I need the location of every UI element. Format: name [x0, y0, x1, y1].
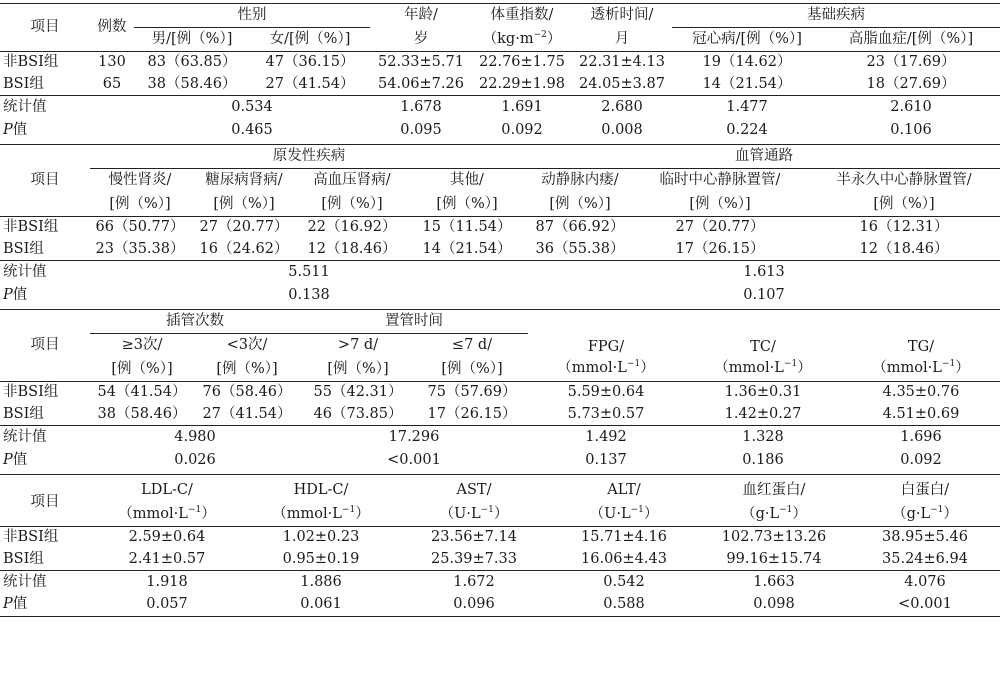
cell: 102.73±13.26: [721, 529, 827, 546]
cell: 15.71±4.16: [581, 529, 667, 546]
cell: 1.678: [400, 98, 442, 115]
cell: 25.39±7.33: [431, 550, 517, 567]
chronic-nephritis-header: 慢性肾炎/: [108, 172, 172, 189]
cell: 22（16.92）: [307, 219, 397, 236]
cell: 99.16±15.74: [726, 550, 822, 567]
p-label: P值: [3, 121, 28, 138]
cell: 27（20.77）: [675, 219, 765, 236]
cell: 22.29±1.98: [479, 75, 565, 92]
fpg-unit: $(mmol\cdot L^{-1})$: [557, 358, 655, 376]
cell: 38.95±5.46: [882, 529, 968, 546]
cell: 38（58.46）: [97, 405, 187, 422]
stat-row: [0, 96, 1000, 119]
alt-header: ALT/: [607, 482, 641, 498]
cell: 35.24±6.94: [882, 550, 968, 567]
diabetic-nephropathy-header: 糖尿病肾病/: [205, 172, 283, 189]
temp-cvc-header: 临时中心静脉置管/: [659, 172, 781, 189]
table-row: [0, 217, 1000, 239]
cell: 0.057: [146, 596, 188, 613]
vascular-access-header: 血管通路: [528, 145, 1000, 169]
cell: 4.51±0.69: [882, 405, 960, 422]
cell: 5.73±0.57: [567, 405, 645, 422]
cell: 23（17.69）: [866, 54, 956, 71]
dialysis-header: 透析时间/: [590, 7, 654, 24]
cell: 23（35.38）: [95, 240, 185, 257]
unit-label: [例（%）]: [321, 195, 383, 212]
cell: 0.092: [501, 121, 543, 138]
cell: 27（41.54）: [202, 405, 292, 422]
basic-disease-header: 基础疾病: [672, 4, 1000, 28]
item-header: 项目: [0, 479, 90, 527]
primary-disease-header: 原发性疾病: [90, 145, 528, 169]
group-label: BSI组: [3, 240, 44, 257]
cell: 18（27.69）: [866, 75, 956, 92]
cell: 54.06±7.26: [378, 75, 464, 92]
cell: 0.107: [743, 286, 785, 303]
stat-label: 统计值: [3, 573, 47, 590]
cell: 1.42±0.27: [724, 405, 802, 422]
group-label: BSI组: [3, 405, 44, 422]
cell: 52.33±5.71: [378, 54, 464, 71]
baseline-comparison-table: [0, 3, 1000, 617]
cell: 4.35±0.76: [882, 384, 960, 401]
p-label: P值: [3, 596, 28, 613]
cell: 2.41±0.57: [128, 550, 206, 567]
cell: 17（26.15）: [675, 240, 765, 257]
cell: 4.980: [174, 428, 216, 445]
cell: 23.56±7.14: [431, 529, 517, 546]
cell: 1.663: [753, 573, 795, 590]
unit-label: [例（%）]: [216, 360, 278, 377]
bmi-header: 体重指数/: [490, 7, 554, 24]
stat-row: [0, 571, 1000, 594]
cell: 38（58.46）: [147, 75, 237, 92]
female-header: 女/[例（%）]: [269, 31, 351, 47]
cell: 1.886: [300, 573, 342, 590]
cell: 2.59±0.64: [128, 529, 206, 546]
cell: 65: [102, 75, 122, 92]
cell: 0.224: [726, 121, 768, 138]
alt-unit: $(U\cdot L^{-1})$: [589, 504, 659, 522]
cell: 4.076: [904, 573, 946, 590]
male-header: 男/[例（%）]: [151, 31, 233, 47]
age-unit: 岁: [413, 30, 429, 47]
cell: 27（41.54）: [265, 75, 355, 92]
cell: 27（20.77）: [199, 219, 289, 236]
unit-label: [例（%）]: [873, 195, 935, 212]
cell: 0.106: [890, 121, 932, 138]
cell: <0.001: [898, 596, 952, 613]
catheter-duration-header: 置管时间: [300, 310, 528, 334]
hyperlipidemia-header: 高脂血症/[例（%）]: [848, 31, 974, 47]
p-label: P值: [3, 451, 28, 468]
cell: 0.465: [231, 121, 273, 138]
tc-unit: $(mmol\cdot L^{-1})$: [714, 358, 812, 376]
cell: 5.511: [288, 263, 330, 280]
cell: 36（55.38）: [535, 240, 625, 257]
table-row: [0, 382, 1000, 404]
albumin-header: 白蛋白/: [900, 482, 950, 498]
section-2-table: [0, 145, 1000, 307]
table-row: [0, 404, 1000, 426]
unit-label: [例（%）]: [109, 195, 171, 212]
hypertensive-nephropathy-header: 高血压肾病/: [313, 172, 391, 189]
p-row: [0, 284, 1000, 307]
cell: 19（14.62）: [702, 54, 792, 71]
tc-header: TC/: [750, 338, 776, 355]
cell: 16.06±4.43: [581, 550, 667, 567]
semi-cvc-header: 半永久中心静脉置管/: [836, 172, 972, 189]
avf-header: 动静脉内瘘/: [541, 172, 619, 189]
hdl-header: HDL-C/: [293, 482, 349, 498]
cell: 0.008: [601, 121, 643, 138]
cell: 24.05±3.87: [579, 75, 665, 92]
cell: 0.542: [603, 573, 645, 590]
cell: 16（12.31）: [859, 219, 949, 236]
hemoglobin-header: 血红蛋白/: [742, 482, 806, 498]
section-3-table: [0, 310, 1000, 472]
cell: 0.095: [400, 121, 442, 138]
cell: 14（21.54）: [422, 240, 512, 257]
cell: 46（73.85）: [313, 405, 403, 422]
p-row: [0, 594, 1000, 617]
cell: 0.096: [453, 596, 495, 613]
cell: 1.492: [585, 428, 627, 445]
unit-label: [例（%）]: [441, 360, 503, 377]
cell: 1.691: [501, 98, 543, 115]
hemoglobin-unit: $(g\cdot L^{-1})$: [741, 504, 807, 522]
cell: 130: [98, 54, 126, 71]
table-row: [0, 527, 1000, 549]
chd-header: 冠心病/[例（%）]: [692, 31, 802, 47]
unit-label: [例（%）]: [111, 360, 173, 377]
age-header: 年龄/: [404, 7, 438, 24]
item-header: 项目: [0, 310, 90, 382]
cell: 0.098: [753, 596, 795, 613]
cell: 1.328: [742, 428, 784, 445]
table-row: [0, 239, 1000, 261]
cell: 87（66.92）: [535, 219, 625, 236]
table-row: [0, 549, 1000, 571]
tg-unit: $(mmol\cdot L^{-1})$: [872, 358, 970, 376]
count-header: 例数: [90, 4, 134, 52]
stat-label: 统计值: [3, 428, 47, 445]
section-divider: [0, 474, 1000, 475]
cell: 0.026: [174, 451, 216, 468]
gender-header: 性别: [134, 4, 370, 28]
stat-label: 统计值: [3, 263, 47, 280]
dialysis-unit: 月: [614, 30, 630, 47]
item-header: 项目: [0, 4, 90, 52]
cell: 76（58.46）: [202, 384, 292, 401]
group-label: 非BSI组: [3, 54, 59, 71]
cell: 17（26.15）: [427, 405, 517, 422]
group-label: 非BSI组: [3, 384, 59, 401]
cell: 0.186: [742, 451, 784, 468]
tg-header: TG/: [907, 338, 935, 355]
other-header: 其他/: [450, 172, 484, 189]
ldl-unit: $(mmol\cdot L^{-1})$: [118, 504, 216, 522]
cell: 0.534: [231, 98, 273, 115]
cell: 1.36±0.31: [724, 384, 802, 401]
lt3-header: <3次/: [226, 337, 268, 354]
cell: 16（24.62）: [199, 240, 289, 257]
cell: 0.588: [603, 596, 645, 613]
cell: 12（18.46）: [307, 240, 397, 257]
unit-label: [例（%）]: [549, 195, 611, 212]
cell: 14（21.54）: [702, 75, 792, 92]
bmi-unit: $(kg\cdot m^{-2})$: [482, 29, 562, 47]
intubation-count-header: 插管次数: [90, 310, 300, 334]
stat-label: 统计值: [3, 98, 47, 115]
hdl-unit: $(mmol\cdot L^{-1})$: [272, 504, 370, 522]
albumin-unit: $(g\cdot L^{-1})$: [892, 504, 958, 522]
cell: <0.001: [387, 451, 441, 468]
unit-label: [例（%）]: [436, 195, 498, 212]
cell: 47（36.15）: [265, 54, 355, 71]
cell: 17.296: [388, 428, 440, 445]
ge3-header: ≥3次/: [121, 337, 163, 354]
cell: 22.76±1.75: [479, 54, 565, 71]
stat-row: [0, 261, 1000, 284]
cell: 0.138: [288, 286, 330, 303]
p-label: P值: [3, 286, 28, 303]
cell: 1.613: [743, 263, 785, 280]
section-4-table: [0, 479, 1000, 618]
fpg-header: FPG/: [587, 338, 625, 355]
group-label: 非BSI组: [3, 219, 59, 236]
cell: 0.137: [585, 451, 627, 468]
cell: 0.95±0.19: [282, 550, 360, 567]
cell: 2.610: [890, 98, 932, 115]
unit-label: [例（%）]: [213, 195, 275, 212]
group-label: 非BSI组: [3, 529, 59, 546]
cell: 12（18.46）: [859, 240, 949, 257]
cell: 83（63.85）: [147, 54, 237, 71]
cell: 1.672: [453, 573, 495, 590]
cell: 5.59±0.64: [567, 384, 645, 401]
table-row: [0, 74, 1000, 96]
cell: 2.680: [601, 98, 643, 115]
cell: 1.696: [900, 428, 942, 445]
cell: 22.31±4.13: [579, 54, 665, 71]
cell: 1.477: [726, 98, 768, 115]
group-label: BSI组: [3, 75, 44, 92]
p-row: [0, 119, 1000, 142]
unit-label: [例（%）]: [327, 360, 389, 377]
cell: 1.918: [146, 573, 188, 590]
unit-label: [例（%）]: [689, 195, 751, 212]
cell: 0.092: [900, 451, 942, 468]
ldl-header: LDL-C/: [141, 482, 193, 498]
ast-unit: $(U\cdot L^{-1})$: [439, 504, 509, 522]
cell: 75（57.69）: [427, 384, 517, 401]
ast-header: AST/: [456, 482, 492, 498]
cell: 66（50.77）: [95, 219, 185, 236]
table-row: [0, 52, 1000, 74]
cell: 54（41.54）: [97, 384, 187, 401]
cell: 15（11.54）: [422, 219, 512, 236]
stat-row: [0, 426, 1000, 449]
p-row: [0, 449, 1000, 472]
group-label: BSI组: [3, 550, 44, 567]
cell: 55（42.31）: [313, 384, 403, 401]
le7d-header: ≤7 d/: [451, 337, 493, 354]
item-header: 项目: [0, 145, 90, 217]
gt7d-header: >7 d/: [337, 337, 379, 354]
section-1-table: [0, 3, 1000, 142]
cell: 0.061: [300, 596, 342, 613]
cell: 1.02±0.23: [282, 529, 360, 546]
